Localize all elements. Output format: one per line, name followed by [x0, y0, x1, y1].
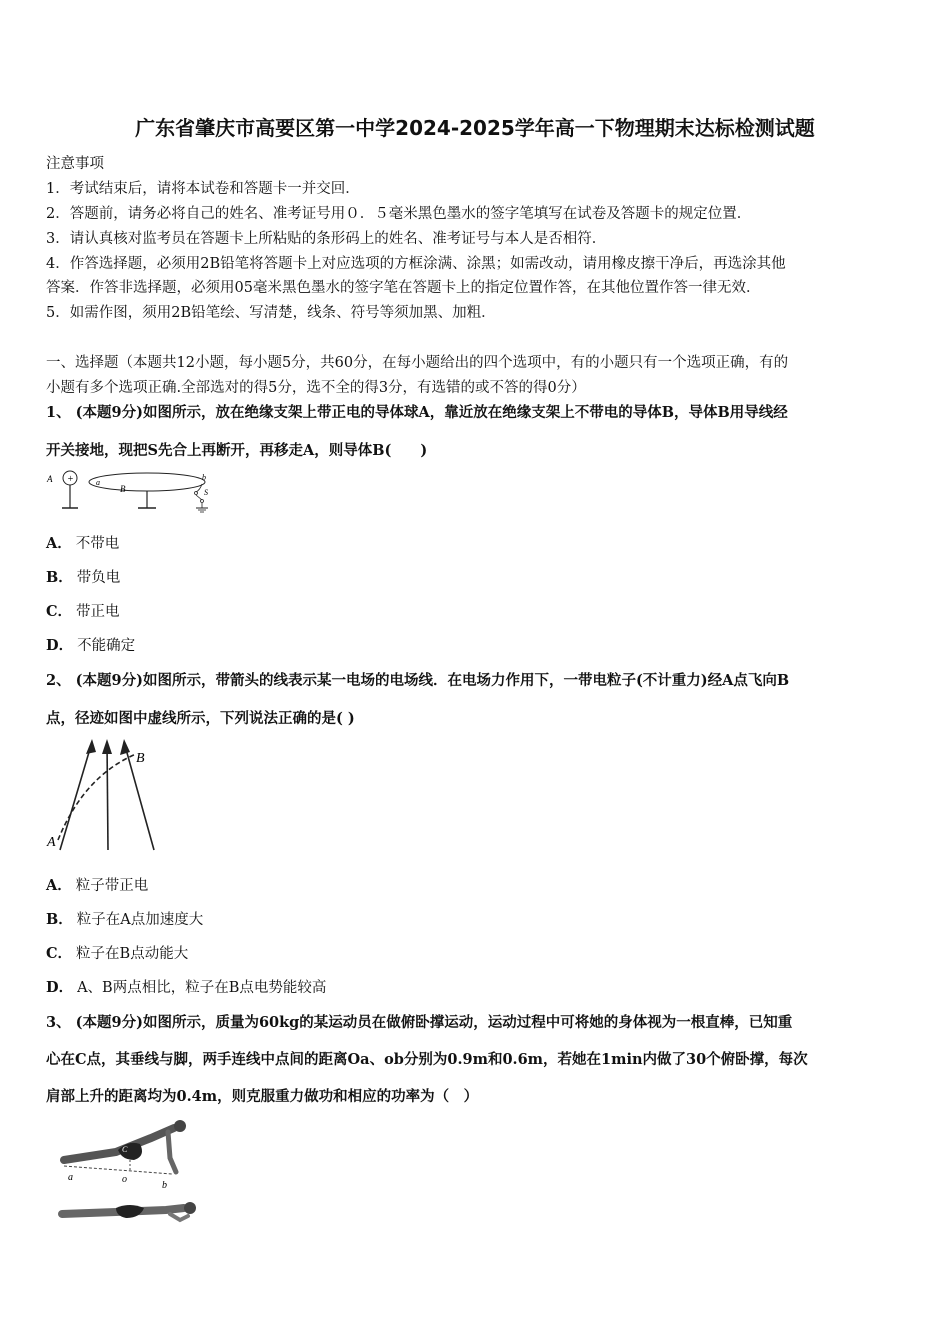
q1-stem-line1: 1、 (本题9分)如图所示，放在绝缘支架上带正电的导体球A，靠近放在绝缘支架上不带电的导体B，导体B用导线经 [46, 404, 788, 421]
option-label: A． [46, 535, 72, 552]
q1-option-b[interactable] [46, 566, 120, 587]
notice-item: 答案．作答非选择题，必须用05毫米黑色墨水的签字笔在答题卡上的指定位置作答，在其他位置作答一律无效． [46, 280, 761, 296]
q2-option-c[interactable] [46, 942, 188, 963]
q1-option-d[interactable] [46, 634, 135, 655]
q1-label-b-right: b [202, 473, 206, 482]
q2-figure [44, 736, 164, 854]
q2-option-d[interactable] [46, 976, 326, 997]
q1-option-a[interactable] [46, 532, 119, 553]
q1-figure [44, 468, 219, 514]
q1-option-c[interactable] [46, 600, 120, 621]
q2-option-b[interactable] [46, 908, 203, 929]
q1-label-b-left: a [96, 478, 100, 487]
q3-figure [56, 1116, 206, 1240]
notice-item: 1．考试结束后，请将本试卷和答题卡一并交回． [46, 181, 360, 197]
page-title: 广东省肇庆市高要区第一中学2024-2025学年高一下物理期末达标检测试题 [135, 116, 815, 140]
option-text: A、B两点相比，粒子在B点电势能较高 [77, 980, 327, 996]
option-label: B． [46, 569, 73, 586]
option-text: 带正电 [76, 604, 120, 620]
notice-item: 2．答题前，请务必将自己的姓名、准考证号用０．５毫米黑色墨水的签字笔填写在试卷及答题卡的规定位置． [46, 206, 752, 222]
q2-option-a[interactable] [46, 874, 148, 895]
option-text: 粒子带正电 [75, 878, 149, 894]
q2-label-b: B [136, 751, 145, 766]
option-text: 带负电 [76, 570, 121, 586]
notice-heading: 注意事项 [46, 156, 104, 172]
option-text: 粒子在B点动能大 [76, 946, 189, 962]
q2-stem-line1: 2、 (本题9分)如图所示，带箭头的线表示某一电场的电场线．在电场力作用下，一带电粒子(不计重力)经A点飞向B [46, 672, 790, 689]
option-label: D． [46, 979, 74, 996]
q3-label-c: C [122, 1145, 128, 1154]
q3-stem-line3: 肩部上升的距离均为0.4m，则克服重力做功和相应的功率为（ ） [46, 1088, 479, 1105]
q3-stem-line2: 心在C点，其垂线与脚，两手连线中点间的距离Oa、ob分别为0.9m和0.6m，若她在1min内做了30个俯卧撑，每次 [46, 1051, 808, 1068]
option-label: B． [46, 911, 73, 928]
option-label: C． [46, 945, 73, 962]
notice-item: 4．作答选择题，必须用2B铅笔将答题卡上对应选项的方框涂满、涂黑；如需改动，请用橡皮擦干净后，再选涂其他 [46, 256, 786, 272]
q1-label-plus: + [67, 474, 74, 485]
notice-item: 3．请认真核对监考员在答题卡上所粘贴的条形码上的姓名、准考证号与本人是否相符． [46, 231, 607, 247]
notice-item: 5．如需作图，须用2B铅笔绘、写清楚，线条、符号等须加黑、加粗． [46, 305, 496, 321]
section-intro-line2: 小题有多个选项正确.全部选对的得5分，选不全的得3分，有选错的或不答的得0分） [46, 380, 586, 396]
option-text: 不能确定 [77, 638, 136, 654]
q1-stem-line2: 开关接地，现把S先合上再断开，再移走A，则导体B( ) [46, 442, 428, 459]
q3-label-a: a [68, 1172, 73, 1183]
q3-stem-line1: 3、 (本题9分)如图所示，质量为60kg的某运动员在做俯卧撑运动，运动过程中可将她的身体视为一根直棒，已知重 [46, 1014, 793, 1031]
option-text: 不带电 [75, 536, 120, 552]
q2-stem-line2: 点，径迹如图中虚线所示，下列说法正确的是( ) [46, 710, 355, 727]
q3-label-b: b [162, 1180, 167, 1191]
option-text: 粒子在A点加速度大 [76, 912, 204, 928]
section-intro-line1: 一、选择题（本题共12小题，每小题5分，共60分，在每小题给出的四个选项中，有的小题只有一个选项正确，有的 [46, 355, 789, 371]
q1-label-s: S [204, 488, 208, 497]
option-label: C． [46, 603, 73, 620]
q1-label-b: B [120, 484, 126, 494]
q1-label-a: A [47, 474, 53, 484]
q3-label-o: o [122, 1174, 127, 1185]
option-label: D． [46, 637, 74, 654]
option-label: A． [46, 877, 72, 894]
q2-label-a: A [47, 835, 56, 850]
